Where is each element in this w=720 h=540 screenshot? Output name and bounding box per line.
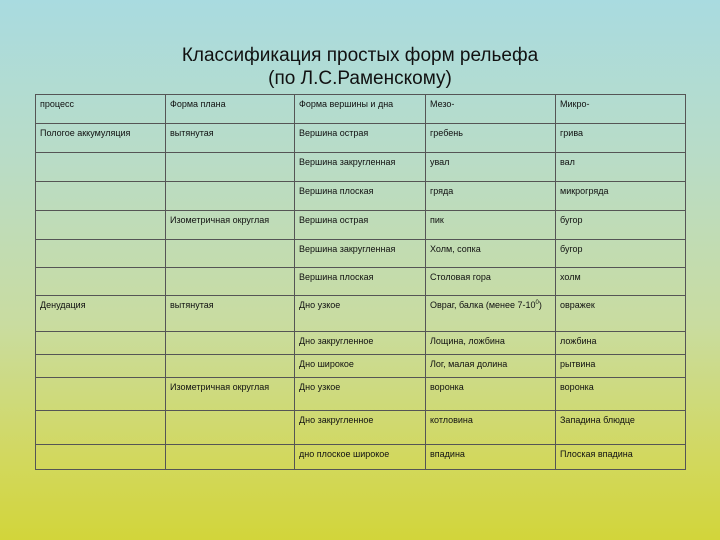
table-cell bbox=[36, 240, 166, 268]
header-cell: процесс bbox=[36, 95, 166, 124]
table-cell bbox=[166, 332, 295, 355]
header-cell: Форма вершины и дна bbox=[295, 95, 426, 124]
table-cell: Дно закругленное bbox=[295, 332, 426, 355]
table-cell: Лог, малая долина bbox=[426, 355, 556, 378]
table-cell: холм bbox=[556, 268, 686, 296]
table-row bbox=[36, 211, 686, 240]
table-cell bbox=[36, 332, 166, 355]
table-cell: увал bbox=[426, 153, 556, 182]
table-cell: гребень bbox=[426, 124, 556, 153]
header-cell: Микро- bbox=[556, 95, 686, 124]
table-cell bbox=[166, 240, 295, 268]
table-cell bbox=[166, 355, 295, 378]
table-cell: вал bbox=[556, 153, 686, 182]
slide-title bbox=[120, 44, 600, 90]
table-cell bbox=[166, 182, 295, 211]
table-cell: Лощина, ложбина bbox=[426, 332, 556, 355]
table-row bbox=[36, 296, 686, 332]
table-cell bbox=[166, 268, 295, 296]
table-cell: Западина блюдце bbox=[556, 411, 686, 445]
table-cell: впадина bbox=[426, 445, 556, 470]
table-cell: Вершина плоская bbox=[295, 182, 426, 211]
table-cell: Дно широкое bbox=[295, 355, 426, 378]
title-line-1: Классификация простых форм рельефа bbox=[181, 45, 539, 66]
table-cell: Пологое аккумуляция bbox=[36, 124, 166, 153]
table-cell bbox=[36, 355, 166, 378]
table-cell bbox=[36, 182, 166, 211]
table-cell: Плоская впадина bbox=[556, 445, 686, 470]
ravine-size-text: Овраг, балка (менее 7-10 bbox=[430, 300, 536, 310]
table-row bbox=[36, 445, 686, 470]
table-row bbox=[36, 355, 686, 378]
header-row bbox=[36, 95, 686, 124]
table-cell: Вершина плоская bbox=[295, 268, 426, 296]
table-row bbox=[36, 153, 686, 182]
table-cell bbox=[36, 411, 166, 445]
table-cell bbox=[166, 153, 295, 182]
table-cell: бугор bbox=[556, 240, 686, 268]
table-cell: дно плоское широкое bbox=[295, 445, 426, 470]
table-row bbox=[36, 182, 686, 211]
table-cell bbox=[166, 411, 295, 445]
table-cell bbox=[36, 153, 166, 182]
table-cell: вытянутая bbox=[166, 296, 295, 332]
table-cell: овражек bbox=[556, 296, 686, 332]
table-cell: ложбина bbox=[556, 332, 686, 355]
table-cell: Дно узкое bbox=[295, 296, 426, 332]
title-line-2: (по Л.С.Раменскому) bbox=[268, 68, 452, 89]
closing-paren: ) bbox=[538, 300, 542, 310]
table-row bbox=[36, 332, 686, 355]
table-cell: пик bbox=[426, 211, 556, 240]
table-cell bbox=[36, 268, 166, 296]
table-cell: Вершина закругленная bbox=[295, 153, 426, 182]
table-cell: Дно закругленное bbox=[295, 411, 426, 445]
table-cell bbox=[36, 378, 166, 411]
table-cell: Изометричная округлая bbox=[166, 211, 295, 240]
table-cell: Столовая гора bbox=[426, 268, 556, 296]
table-row bbox=[36, 411, 686, 445]
table-cell: воронка bbox=[556, 378, 686, 411]
table-cell: рытвина bbox=[556, 355, 686, 378]
table-cell bbox=[36, 211, 166, 240]
degree-sup: 0 bbox=[535, 300, 539, 306]
table-cell: бугор bbox=[556, 211, 686, 240]
table-cell: Денудация bbox=[36, 296, 166, 332]
table-row bbox=[36, 378, 686, 411]
header-cell: Форма плана bbox=[166, 95, 295, 124]
table-cell: грива bbox=[556, 124, 686, 153]
table-row bbox=[36, 240, 686, 268]
table-cell bbox=[36, 445, 166, 470]
table-cell bbox=[426, 296, 556, 332]
table-cell: Холм, сопка bbox=[426, 240, 556, 268]
table-cell: Изометричная округлая bbox=[166, 378, 295, 411]
table-cell: вытянутая bbox=[166, 124, 295, 153]
header-cell: Мезо- bbox=[426, 95, 556, 124]
table-cell: воронка bbox=[426, 378, 556, 411]
relief-classification-table bbox=[35, 94, 686, 470]
table-cell: Вершина острая bbox=[295, 211, 426, 240]
table-row bbox=[36, 268, 686, 296]
table-cell: Дно узкое bbox=[295, 378, 426, 411]
table-row bbox=[36, 124, 686, 153]
table-cell: Вершина острая bbox=[295, 124, 426, 153]
table-cell bbox=[166, 445, 295, 470]
table-cell: микрогряда bbox=[556, 182, 686, 211]
table-cell: котловина bbox=[426, 411, 556, 445]
table-cell: Вершина закругленная bbox=[295, 240, 426, 268]
table-cell: гряда bbox=[426, 182, 556, 211]
